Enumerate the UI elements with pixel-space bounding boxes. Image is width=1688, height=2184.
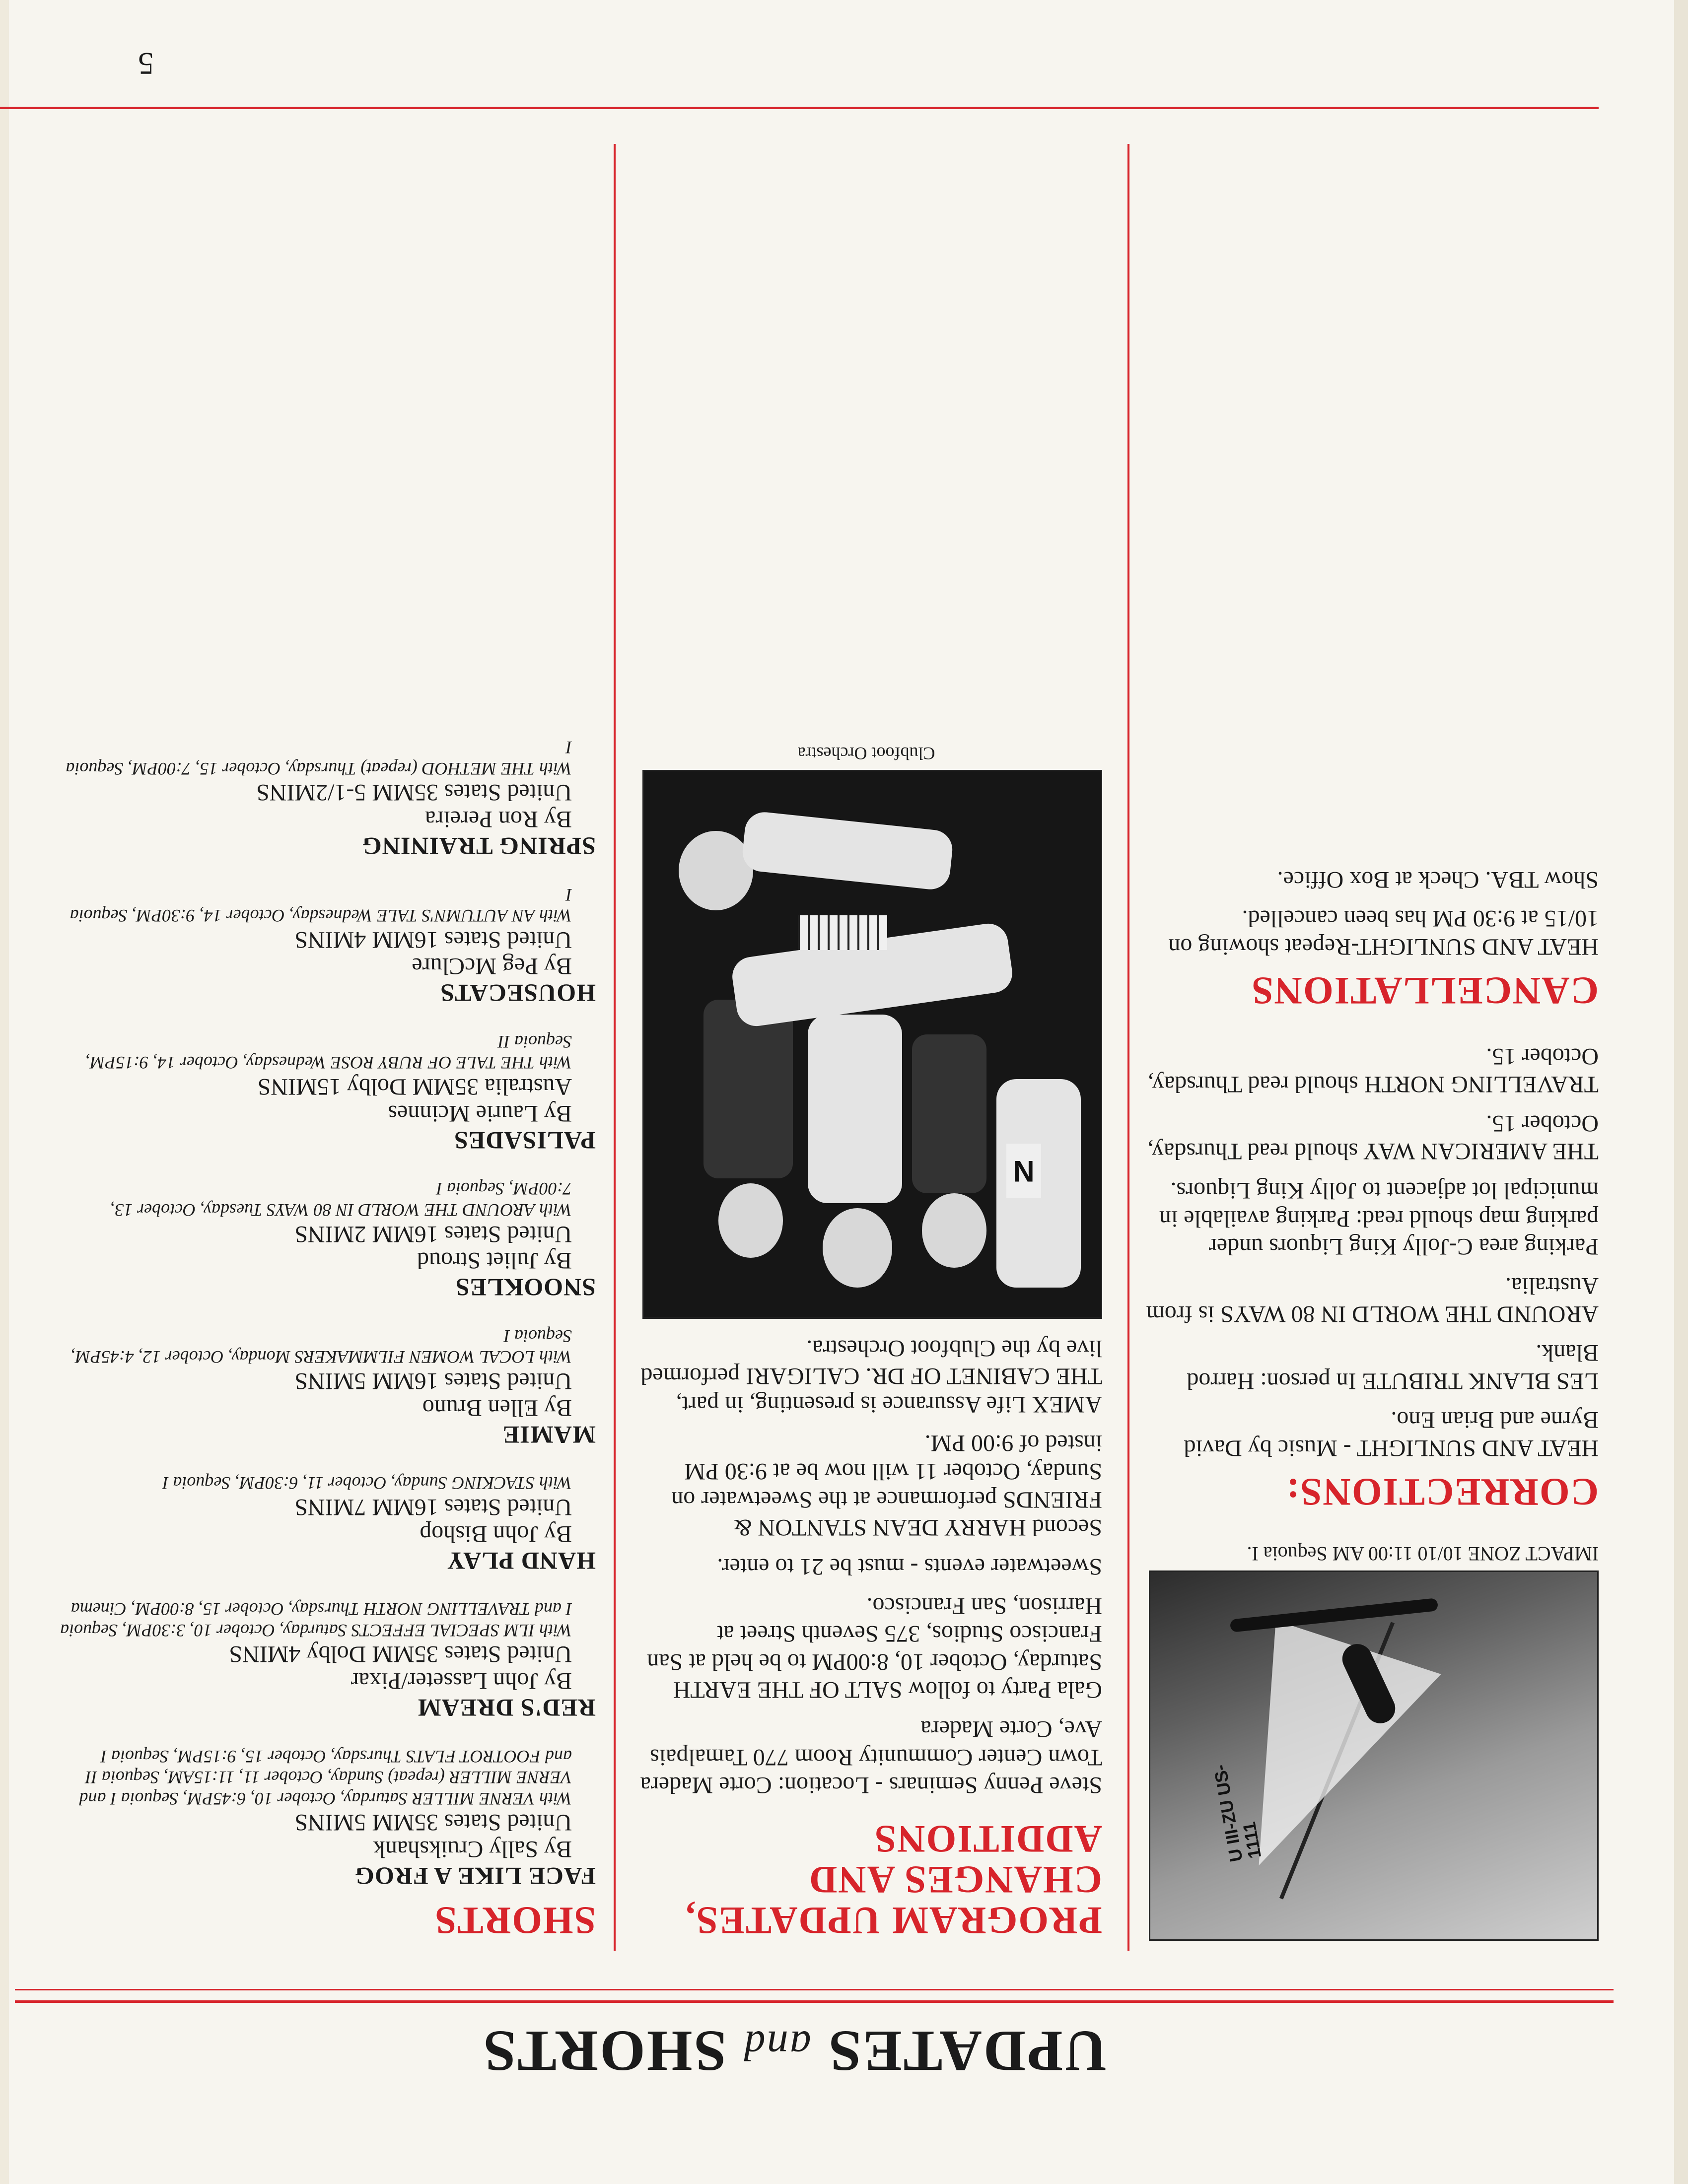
page-title-main: UPDATES bbox=[827, 2019, 1107, 2084]
band-member-figure bbox=[808, 1015, 902, 1203]
reclining-figure bbox=[741, 810, 954, 891]
short-film-schedule: With AROUND THE WORLD IN 80 WAYS Tuesday, October 13, 7:00PM, Sequoia I bbox=[110, 1179, 572, 1220]
cancellation-item: HEAT AND SUNLIGHT-Repeat showing on 10/15 at 9:30 PM has been cancelled. bbox=[1168, 905, 1599, 960]
cancellation-item: Show TBA. Check at Box Office. bbox=[1277, 866, 1599, 893]
correction-item: Parking area C-Jolly King Liquors under parking map should read: Parking available in municipal lot adjacent to Jolly King Liquors. bbox=[1159, 1177, 1599, 1260]
short-film-schedule: With VERNE MILLER Saturday, October 10, 6:45PM, Sequoia I and VERNE MILLER (repeat) Sunday, October 11, 11:15AM, Sequoia II and FOOTROT FLATS Thursday, October 15, 9:15PM, Sequoia I bbox=[79, 1746, 572, 1809]
short-film-title: MAMIE bbox=[502, 1421, 596, 1449]
short-film-schedule: With ILM SPECIAL EFFECTS Saturday, October 10, 3:30PM, Sequoia I and TRAVELLING NORTH Thursday, October 15, 8:00PM, Cinema bbox=[60, 1599, 572, 1640]
short-film-schedule: With LOCAL WOMEN FILMMAKERS Monday, October 12, 4:45PM, Sequoia I bbox=[70, 1326, 572, 1367]
short-film-entry bbox=[60, 1473, 596, 1575]
short-film-title: HAND PLAY bbox=[446, 1547, 596, 1575]
column-divider-1 bbox=[1127, 144, 1129, 1951]
band-member-face bbox=[823, 1208, 892, 1288]
windsurf-board bbox=[1230, 1598, 1438, 1633]
band-member-face bbox=[718, 1183, 783, 1258]
corrections-heading: CORRECTIONS: bbox=[1285, 1471, 1599, 1514]
column-divider-2 bbox=[614, 144, 616, 1951]
cancellations-heading: CANCELLATIONS bbox=[1251, 969, 1599, 1013]
program-updates-heading: PROGRAM UPDATES, CHANGES AND ADDITIONS bbox=[685, 1818, 1102, 1942]
short-film-spec: United States 16MM 7MINS bbox=[294, 1494, 572, 1521]
short-film-director: By Sally Cruikshank bbox=[373, 1836, 572, 1863]
short-film-director: By Laurie Mcinnes bbox=[388, 1100, 572, 1127]
short-film-spec: United States 35MM 5-1/2MINS bbox=[256, 779, 572, 806]
short-film-entry bbox=[60, 1178, 596, 1301]
clubfoot-orchestra-caption: Clubfoot Orchestra bbox=[797, 743, 935, 763]
windsurfer-photo-caption: IMPACT ZONE 10/10 11:00 AM Sequoia I. bbox=[1247, 1543, 1599, 1565]
band-member-face bbox=[922, 1193, 986, 1268]
short-film-director: By Ron Pereira bbox=[425, 806, 572, 833]
short-film-spec: United States 16MM 4MINS bbox=[294, 926, 572, 953]
short-film-title: PALISADES bbox=[454, 1126, 596, 1155]
short-film-title: SNOOKLES bbox=[455, 1274, 596, 1302]
page-title-conj: and bbox=[742, 2022, 811, 2070]
update-paragraph: AMEX Life Assurance is presenting, in part, THE CABINET OF DR. CALIGARI performed live by the Clubfoot Orchestra. bbox=[640, 1335, 1102, 1418]
title-rule-upper bbox=[15, 2000, 1614, 2003]
sail-number-text: U III-ZU US-1111 bbox=[1209, 1763, 1265, 1864]
short-film-title: HOUSECATS bbox=[440, 979, 596, 1008]
short-film-director: By Peg McClure bbox=[412, 953, 572, 980]
page-title bbox=[372, 2017, 1216, 2085]
column-corrections bbox=[1137, 854, 1599, 1941]
short-film-director: By John Bishop bbox=[420, 1520, 572, 1547]
update-paragraph: Steve Penny Seminars - Location: Corte Madera Town Center Community Room 770 Tamalpais Ave, Corte Madera bbox=[640, 1716, 1102, 1799]
footer-rule bbox=[0, 107, 1599, 109]
band-member-figure bbox=[703, 1000, 793, 1178]
clubfoot-orchestra-photo bbox=[642, 770, 1102, 1319]
short-film-title: FACE LIKE A FROG bbox=[354, 1862, 596, 1891]
short-film-schedule: With AN AUTUMN'S TALE Wednesday, October 14, 9:30PM, Sequoia I bbox=[70, 885, 572, 926]
short-film-director: By Juliet Stroud bbox=[417, 1247, 572, 1274]
column-program-updates bbox=[631, 743, 1102, 1941]
title-rule-lower bbox=[15, 1989, 1614, 1990]
correction-item: TRAVELLING NORTH should read Thursday, October 15. bbox=[1147, 1043, 1599, 1098]
short-film-schedule: With THE TALE OF RUBY ROSE Wednesday, October 14, 9:15PM, Sequoia II bbox=[85, 1031, 572, 1073]
correction-item: LES BLANK TRIBUTE In person: Harrod Blank. bbox=[1187, 1340, 1599, 1394]
correction-item: HEAT AND SUNLIGHT - Music by David Byrne and Brian Eno. bbox=[1184, 1407, 1599, 1462]
correction-item: AROUND THE WORLD IN 80 WAYS is from Australia. bbox=[1146, 1272, 1599, 1327]
shorts-heading: SHORTS bbox=[434, 1899, 596, 1942]
short-film-schedule: With THE METHOD (repeat) Thursday, October 15, 7:00PM, Sequoia I bbox=[66, 738, 572, 779]
short-film-entry bbox=[60, 1325, 596, 1448]
short-film-spec: United States 35MM 5MINS bbox=[294, 1809, 572, 1836]
short-film-schedule: With STACKING Sunday, October 11, 6:30PM, Sequoia I bbox=[162, 1473, 572, 1494]
shorts-list bbox=[60, 737, 596, 1891]
correction-item: THE AMERICAN WAY should read Thursday, October 15. bbox=[1147, 1110, 1599, 1165]
short-film-title: SPRING TRAINING bbox=[361, 832, 596, 861]
short-film-spec: United States 35MM Dolby 4MINS bbox=[229, 1641, 572, 1668]
short-film-spec: United States 16MM 5MINS bbox=[294, 1368, 572, 1395]
short-film-entry bbox=[60, 1031, 596, 1154]
band-member-figure bbox=[912, 1034, 986, 1193]
windsurfer-photo bbox=[1149, 1570, 1599, 1941]
short-film-spec: Australia 35MM Dolby 15MINS bbox=[257, 1074, 572, 1100]
band-member-face bbox=[679, 831, 753, 910]
page-title-tail: SHORTS bbox=[482, 2019, 727, 2084]
short-film-director: By Ellen Bruno bbox=[422, 1394, 572, 1421]
band-sign: N bbox=[1006, 1144, 1041, 1198]
short-film-spec: United States 16MM 2MINS bbox=[294, 1221, 572, 1247]
update-paragraph: Sweetwater events - must be 21 to enter. bbox=[717, 1553, 1102, 1580]
short-film-director: By John Lasseter/Pixar bbox=[351, 1668, 572, 1695]
update-paragraph: Gala Party to follow SALT OF THE EARTH Saturday, October 10, 8:00PM to be held at San Francisco Studios, 375 Seventh Street at Harrison, San Francisco. bbox=[647, 1592, 1102, 1704]
short-film-entry bbox=[60, 1599, 596, 1722]
page-number: 5 bbox=[138, 46, 154, 81]
short-film-entry bbox=[60, 737, 596, 860]
update-paragraph: Second HARRY DEAN STANTON & FRIENDS performance at the Sweetwater on Sunday, October 11 will now be at 9:30 PM insted of 9:00 PM. bbox=[671, 1430, 1102, 1541]
short-film-title: RED'S DREAM bbox=[417, 1694, 596, 1722]
short-film-entry bbox=[60, 1746, 596, 1890]
accordion-keys bbox=[798, 915, 887, 950]
column-shorts bbox=[60, 713, 596, 1941]
short-film-entry bbox=[60, 884, 596, 1007]
